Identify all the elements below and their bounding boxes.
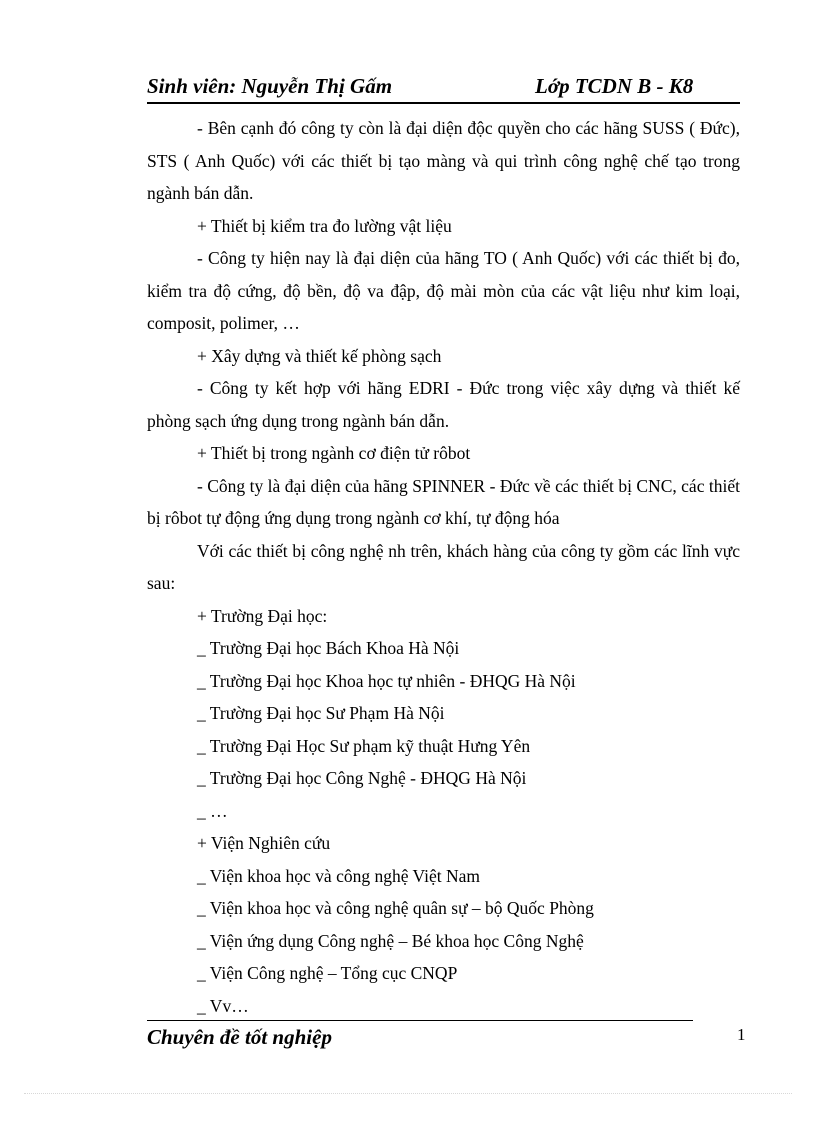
- paragraph: - Công ty là đại diện của hãng SPINNER - Đức về các thiết bị CNC, các thiết bị rôbot tự động ứng dụng trong ngành cơ khí, tự động hóa: [147, 475, 740, 528]
- paragraph: + Xây dựng và thiết kế phòng sạch: [197, 345, 442, 366]
- paragraph: Với các thiết bị công nghệ nh trên, khách hàng của công ty gồm các lĩnh vực sau:: [147, 540, 740, 593]
- footer-divider: [147, 1020, 693, 1021]
- paragraph: + Thiết bị kiểm tra đo lường vật liệu: [197, 215, 452, 236]
- paragraph: - Công ty kết hợp với hãng EDRI - Đức trong việc xây dựng và thiết kế phòng sạch ứng dụng trong ngành bán dẫn.: [147, 378, 740, 431]
- list-item: _ Viện khoa học và công nghệ Việt Nam: [197, 865, 481, 886]
- footer-title: Chuyên đề tốt nghiệp: [147, 1025, 332, 1049]
- paragraph: + Thiết bị trong ngành cơ điện tử rôbot: [197, 443, 471, 463]
- list-item: _ …: [197, 800, 228, 821]
- list-item: _ Viện ứng dụng Công nghệ – Bé khoa học Công Nghệ: [197, 930, 584, 951]
- page-number: 1: [737, 1025, 746, 1044]
- list-item: + Trường Đại học:: [197, 605, 328, 626]
- list-item: _ Viện Công nghệ – Tổng cục CNQP: [197, 963, 458, 983]
- list-item: _ Trường Đại Học Sư phạm kỹ thuật Hưng Yên: [197, 735, 531, 756]
- document-body: [147, 112, 740, 1022]
- header-class: Lớp TCDN B - K8: [535, 74, 694, 98]
- page-header: [147, 72, 740, 104]
- list-item: _ Trường Đại học Khoa học tự nhiên - ĐHQG Hà Nội: [197, 670, 576, 691]
- list-item: + Viện Nghiên cứu: [197, 833, 331, 853]
- page-edge-divider: [24, 1093, 792, 1094]
- list-item: _ Trường Đại học Công Nghệ - ĐHQG Hà Nội: [197, 768, 527, 788]
- paragraph: - Bên cạnh đó công ty còn là đại diện độc quyền cho các hãng SUSS ( Đức), STS ( Anh Quốc) với các thiết bị tạo màng và qui trình công nghệ chế tạo trong ngành bán dẫn.: [147, 118, 740, 203]
- paragraph: - Công ty hiện nay là đại diện của hãng TO ( Anh Quốc) với các thiết bị đo, kiểm tra độ cứng, độ bền, độ va đập, độ mài mòn của các vật liệu như kim loại, composit, polimer, …: [147, 248, 740, 333]
- list-item: _ Viện khoa học và công nghệ quân sự – bộ Quốc Phòng: [197, 898, 594, 918]
- header-student-name: Sinh viên: Nguyễn Thị Gấm: [147, 74, 393, 98]
- list-item: _ Trường Đại học Bách Khoa Hà Nội: [197, 638, 460, 658]
- list-item: _ Vv…: [197, 995, 249, 1016]
- list-item: _ Trường Đại học Sư Phạm Hà Nội: [197, 703, 445, 723]
